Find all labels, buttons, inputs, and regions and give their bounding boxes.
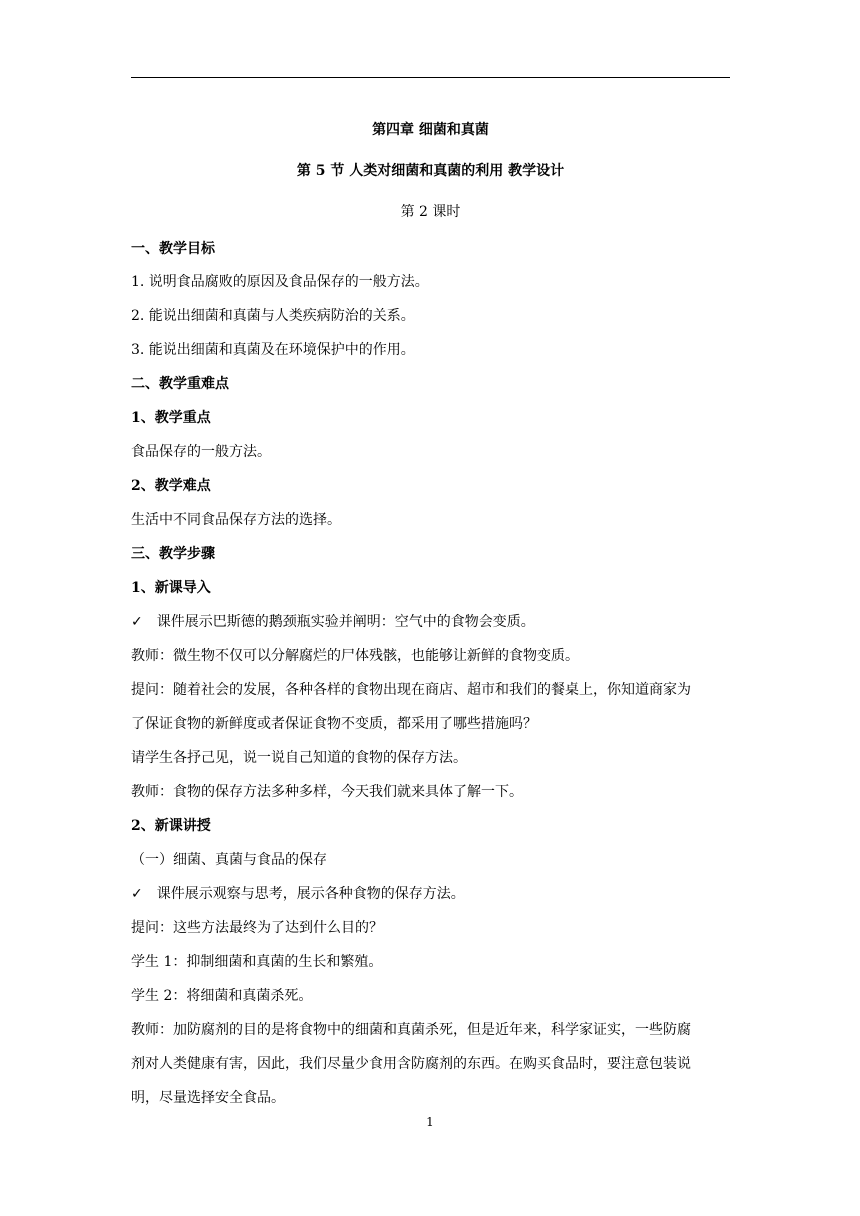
- section-title: 第 5 节 人类对细菌和真菌的利用 教学设计: [296, 163, 565, 179]
- lesson-period: 第 2 课时: [400, 204, 461, 220]
- paragraph-line: 3. 能说出细菌和真菌及在环境保护中的作用。: [131, 342, 415, 358]
- section-heading: 一、教学目标: [131, 241, 215, 257]
- paragraph-line: （一）细菌、真菌与食品的保存: [131, 852, 327, 868]
- paragraph-line: 了保证食物的新鲜度或者保证食物不变质，都采用了哪些措施吗？: [131, 716, 537, 732]
- paragraph-line: 明，尽量选择安全食品。: [131, 1090, 285, 1106]
- paragraph-line: 剂对人类健康有害，因此，我们尽量少食用含防腐剂的东西。在购买食品时，要注意包装说: [131, 1056, 691, 1072]
- paragraph-line: 生活中不同食品保存方法的选择。: [131, 512, 341, 528]
- section-heading: 三、教学步骤: [131, 546, 215, 562]
- section-heading: 1、教学重点: [131, 410, 211, 426]
- page-number: 1: [426, 1115, 434, 1129]
- section-heading: 二、教学重难点: [131, 376, 229, 392]
- section-heading: 2、新课讲授: [131, 818, 211, 834]
- paragraph-line: 2. 能说出细菌和真菌与人类疾病防治的关系。: [131, 308, 415, 324]
- paragraph-line: 教师：微生物不仅可以分解腐烂的尸体残骸，也能够让新鲜的食物变质。: [131, 648, 579, 664]
- section-heading: 2、教学难点: [131, 478, 211, 494]
- header-rule: [131, 77, 730, 78]
- paragraph-line: 教师：加防腐剂的目的是将食物中的细菌和真菌杀死，但是近年来，科学家证实，一些防腐: [131, 1022, 691, 1038]
- paragraph-line: 请学生各抒己见，说一说自己知道的食物的保存方法。: [131, 750, 467, 766]
- checklist-item: ✓ 课件展示观察与思考，展示各种食物的保存方法。: [131, 885, 730, 903]
- chapter-title: 第四章 细菌和真菌: [372, 122, 489, 138]
- paragraph-line: 1. 说明食品腐败的原因及食品保存的一般方法。: [131, 274, 429, 290]
- paragraph-line: 学生 2：将细菌和真菌杀死。: [131, 988, 313, 1004]
- paragraph-line: 教师：食物的保存方法多种多样，今天我们就来具体了解一下。: [131, 784, 523, 800]
- paragraph-line: 食品保存的一般方法。: [131, 444, 271, 460]
- paragraph-line: 学生 1：抑制细菌和真菌的生长和繁殖。: [131, 954, 383, 970]
- paragraph-line: 提问：随着社会的发展，各种各样的食物出现在商店、超市和我们的餐桌上，你知道商家为: [131, 682, 691, 698]
- checklist-item: ✓ 课件展示巴斯德的鹅颈瓶实验并阐明：空气中的食物会变质。: [131, 613, 730, 631]
- paragraph-line: 提问：这些方法最终为了达到什么目的？: [131, 920, 383, 936]
- section-heading: 1、新课导入: [131, 580, 211, 596]
